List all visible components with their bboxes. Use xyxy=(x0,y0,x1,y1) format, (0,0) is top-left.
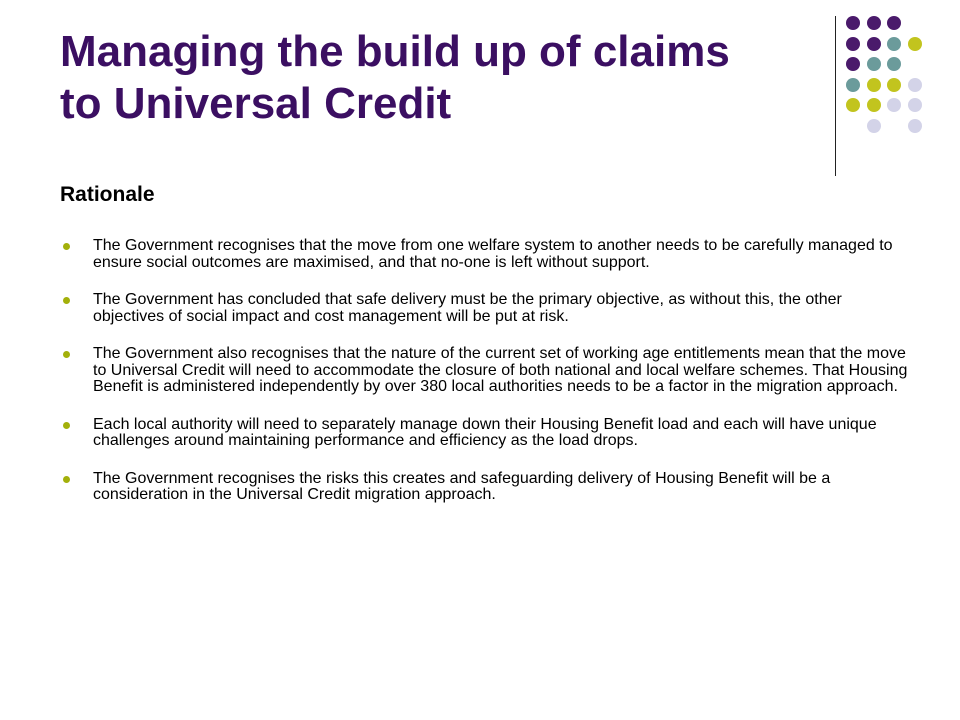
slide-title: Managing the build up of claims to Universal Credit xyxy=(60,27,730,128)
bullet-item xyxy=(62,417,910,450)
decorative-dot xyxy=(887,16,901,30)
bullet-item xyxy=(62,471,910,504)
round-bullet-icon xyxy=(63,422,70,429)
round-bullet-icon xyxy=(63,476,70,483)
round-bullet-icon xyxy=(63,243,70,250)
bullet-text: Each local authority will need to separately manage down their Housing Benefit load and each will have unique challenges around maintaining performance and efficiency as the load drops. xyxy=(93,415,877,449)
decorative-dot xyxy=(887,57,901,71)
bullet-text: The Government also recognises that the nature of the current set of working age entitlements mean that the move to Universal Credit will need to accommodate the closure of both national and local welfare schemes. That Housing Benefit is administered independently by over 380 local authorities needs to be a factor in the migration approach. xyxy=(93,345,908,395)
decorative-dot xyxy=(887,78,901,92)
round-bullet-icon xyxy=(63,351,70,358)
decorative-dot xyxy=(846,57,860,71)
bullet-item xyxy=(62,238,910,271)
bullet-text: The Government recognises the risks this creates and safeguarding delivery of Housing Benefit will be a consideration in the Universal Credit migration approach. xyxy=(93,469,831,503)
decorative-dot xyxy=(908,37,922,51)
bullet-item xyxy=(62,292,910,325)
bullet-item xyxy=(62,346,910,396)
decorative-dot xyxy=(867,16,881,30)
bullet-text: The Government has concluded that safe delivery must be the primary objective, as without this, the other objectives of social impact and cost management will be put at risk. xyxy=(93,291,842,325)
decorative-dot xyxy=(908,98,922,112)
decorative-dot xyxy=(908,119,922,133)
decorative-dot xyxy=(867,37,881,51)
decorative-dot xyxy=(908,78,922,92)
bullet-list xyxy=(62,238,910,525)
decorative-dot xyxy=(846,37,860,51)
decorative-dot xyxy=(867,78,881,92)
decorative-dot xyxy=(867,119,881,133)
section-subtitle: Rationale xyxy=(60,183,155,206)
bullet-text: The Government recognises that the move from one welfare system to another needs to be carefully managed to ensure social outcomes are maximised, and that no-one is left without support. xyxy=(93,237,893,271)
decorative-dot xyxy=(867,57,881,71)
decorative-dot xyxy=(846,98,860,112)
decorative-dot xyxy=(867,98,881,112)
title-divider-line xyxy=(835,16,836,176)
decorative-dot xyxy=(887,37,901,51)
decorative-dot xyxy=(846,16,860,30)
decorative-dot xyxy=(887,98,901,112)
decorative-dot xyxy=(846,78,860,92)
round-bullet-icon xyxy=(63,297,70,304)
